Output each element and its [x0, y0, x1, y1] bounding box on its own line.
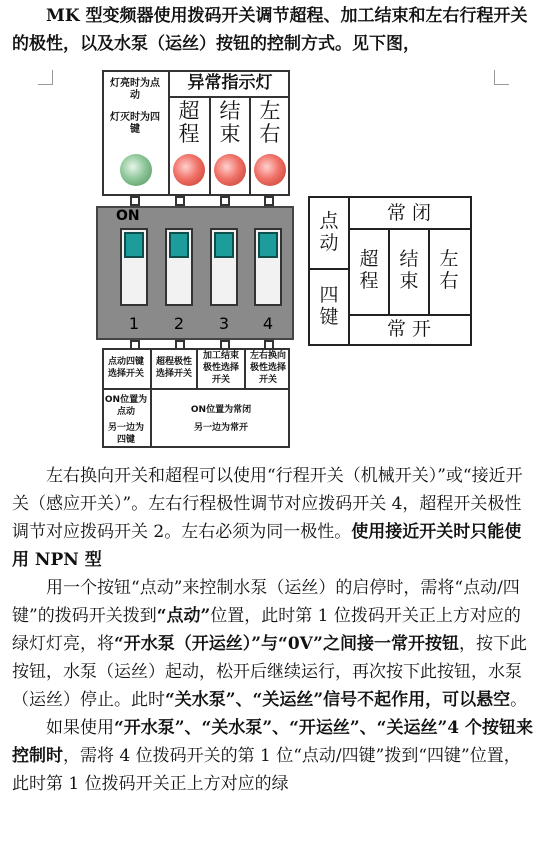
switch-name-2: 超程极性选择开关: [155, 357, 192, 379]
red-lamp-finish: [214, 154, 246, 186]
switch234-on-note: ON位置为常闭: [190, 405, 252, 415]
switch-slot-1[interactable]: [120, 228, 148, 306]
switch-name-3: 加工结束极性选择开关: [202, 351, 239, 385]
legend-leftright: 左右: [439, 248, 459, 292]
legend-finish: 结束: [399, 248, 419, 292]
switch-name-1: 点动四键选择开关: [107, 357, 144, 379]
green-lamp: [120, 154, 152, 186]
legend-normally-closed: 常 闭: [386, 202, 432, 224]
body-text: [12, 462, 534, 798]
switch-number-3: 3: [218, 314, 230, 333]
switch1-off-note: 另一边为四键: [107, 423, 144, 445]
crop-mark-right: [494, 70, 509, 85]
red-lamp-overtravel: [173, 154, 205, 186]
switch-name-4: 左右换向极性选择开关: [249, 351, 286, 385]
switch-number-4: 4: [262, 314, 274, 333]
crop-mark-left: [38, 70, 53, 85]
switch-number-1: 1: [128, 314, 140, 333]
lamp-label-overtravel: 超程: [178, 99, 200, 146]
legend-overtravel: 超程: [359, 248, 379, 292]
switch1-on-note: ON位置为点动: [104, 395, 148, 417]
lamp-label-finish: 结束: [219, 99, 241, 146]
legend-normally-open: 常 开: [386, 318, 432, 340]
switch-slot-2[interactable]: [165, 228, 193, 306]
legend-four-key: 四键: [319, 284, 339, 328]
on-label: ON: [116, 208, 140, 224]
indicator-title: 异常指示灯: [187, 73, 273, 93]
red-lamp-leftright: [254, 154, 286, 186]
intro-paragraph: MK 型变频器使用拨码开关调节超程、加工结束和左右行程开关的极性，以及水泵（运丝）按钮的控制方式。见下图，: [12, 6, 528, 54]
switch234-off-note: 另一边为常开: [193, 423, 248, 433]
switch-number-2: 2: [173, 314, 185, 333]
lamp-off-note: 灯灭时为四键: [110, 112, 160, 135]
legend-jog: 点动: [319, 210, 339, 254]
dip-switch-diagram: [96, 70, 294, 450]
paragraph-1: 左右换向开关和超程可以使用“行程开关（机械开关）”或“接近开关（感应开关）”。左右行程极性调节对应拨码开关 4，超程开关极性调节对应拨码开关 2。左右必须为同一极性。使用接近开关时只能使用 NPN 型: [12, 466, 523, 570]
paragraph-3: 如果使用“开水泵”、“关水泵”、“开运丝”、“关运丝”4 个按钮来控制时，需将 4 位拨码开关的第 1 位“点动/四键”拨到“四键”位置，此时第 1 位拨码开关正上方对应的绿: [12, 718, 533, 794]
switch-slot-3[interactable]: [210, 228, 238, 306]
paragraph-2: 用一个按钮“点动”来控制水泵（运丝）的启停时，需将“点动/四键”的拨码开关拨到“点动”位置，此时第 1 位拨码开关正上方对应的绿灯灯亮，将“开水泵（开运丝）”与“0V”之间接一常开按钮，按下此按钮，水泵（运丝）起动，松开后继续运行，再次按下此按钮，水泵（运丝）停止。此时“关水泵”、“关运丝”信号不起作用，可以悬空。: [12, 578, 528, 710]
switch-slot-4[interactable]: [254, 228, 282, 306]
lamp-label-leftright: 左右: [259, 99, 281, 146]
polarity-legend-table: [308, 196, 472, 346]
lamp-on-note: 灯亮时为点动: [110, 78, 160, 101]
